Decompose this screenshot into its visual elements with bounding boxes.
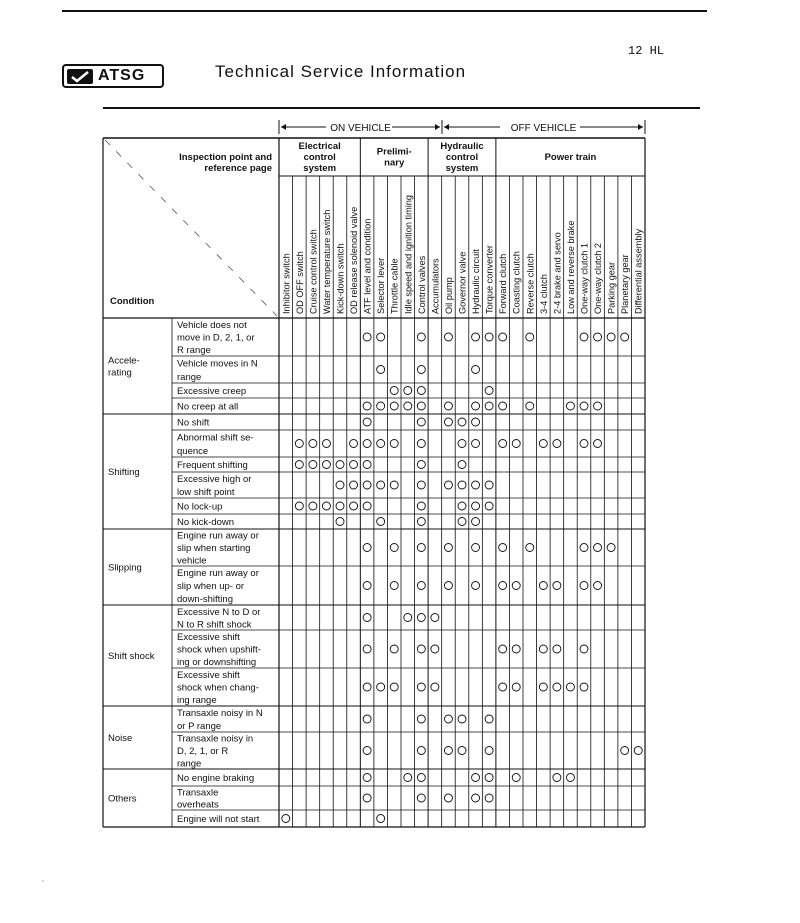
check-circle-mark — [553, 683, 561, 691]
check-circle-mark — [363, 461, 371, 469]
row-label: Transaxle noisy in N — [177, 708, 263, 719]
off-vehicle-arrow-right-head — [638, 124, 643, 130]
row-label: No creep at all — [177, 401, 239, 413]
row-label: Engine will not start — [177, 814, 260, 825]
column-header-label: Differential assembly — [633, 228, 644, 314]
check-circle-mark — [417, 715, 425, 723]
check-circle-mark — [458, 461, 466, 469]
check-circle-mark — [458, 440, 466, 448]
check-circle-mark — [377, 481, 385, 489]
check-circle-mark — [390, 645, 398, 653]
check-circle-mark — [607, 333, 615, 341]
check-circle-mark — [417, 440, 425, 448]
column-header-label: One-way clutch 2 — [593, 243, 604, 314]
column-header-label: ATF level and condition — [362, 218, 373, 314]
check-circle-mark — [458, 481, 466, 489]
check-circle-mark — [472, 544, 480, 552]
row-label: Excessive shift — [177, 669, 240, 681]
column-header-label: OD release solenoid valve — [349, 206, 360, 314]
check-circle-mark — [594, 582, 602, 590]
check-circle-mark — [458, 518, 466, 526]
page-number: 12 HL — [628, 44, 665, 58]
check-circle-mark — [580, 683, 588, 691]
group-header-label: system — [303, 163, 337, 174]
check-circle-mark — [594, 333, 602, 341]
check-circle-mark — [499, 683, 507, 691]
check-circle-mark — [526, 402, 534, 410]
check-circle-mark — [390, 402, 398, 410]
check-circle-mark — [431, 683, 439, 691]
row-label: Excessive N to D or — [177, 606, 261, 618]
check-circle-mark — [417, 747, 425, 755]
check-circle-mark — [472, 366, 480, 374]
check-circle-mark — [322, 502, 330, 510]
column-header-label: Idle speed and ignition timing — [403, 194, 414, 314]
group-header-label: system — [445, 163, 479, 174]
group-header-label: control — [303, 152, 336, 163]
check-circle-mark — [472, 402, 480, 410]
check-circle-mark — [431, 645, 439, 653]
column-header-label: Oil pump — [443, 277, 454, 314]
check-circle-mark — [417, 481, 425, 489]
check-circle-mark — [363, 582, 371, 590]
check-circle-mark — [350, 502, 358, 510]
row-label: down-shifting — [177, 594, 233, 605]
check-circle-mark — [472, 518, 480, 526]
check-circle-mark — [553, 645, 561, 653]
check-circle-mark — [363, 440, 371, 448]
on-vehicle-arrow-right-head — [435, 124, 440, 130]
column-header-label: OD OFF switch — [294, 251, 305, 314]
group-header-label: Electrical — [298, 141, 341, 152]
off-vehicle-label: OFF VEHICLE — [510, 123, 577, 134]
inspection-header-label: Inspection point and — [179, 152, 272, 163]
check-circle-mark — [499, 440, 507, 448]
check-circle-mark — [444, 715, 452, 723]
column-header-label: Cruise control switch — [308, 229, 319, 314]
row-label: No lock-up — [177, 501, 223, 513]
check-circle-mark — [539, 440, 547, 448]
check-circle-mark — [363, 774, 371, 782]
inspection-header-label: reference page — [204, 163, 272, 174]
group-header-label: Hydraulic — [440, 141, 484, 152]
check-circle-mark — [553, 582, 561, 590]
check-circle-mark — [417, 683, 425, 691]
check-circle-mark — [417, 582, 425, 590]
check-circle-mark — [322, 440, 330, 448]
check-circle-mark — [377, 402, 385, 410]
check-circle-mark — [350, 481, 358, 489]
row-label: Frequent shifting — [177, 460, 248, 471]
column-header-label: Throttle cable — [389, 258, 400, 314]
scan-mark: * — [42, 880, 44, 886]
group-header-label: Prelimi- — [376, 146, 412, 158]
check-circle-mark — [350, 440, 358, 448]
row-label: R range — [177, 345, 211, 357]
check-circle-mark — [458, 418, 466, 426]
check-circle-mark — [417, 333, 425, 341]
row-label: move in D, 2, 1, or — [177, 332, 255, 344]
check-circle-mark — [363, 683, 371, 691]
check-circle-mark — [621, 333, 629, 341]
check-circle-mark — [336, 461, 344, 469]
column-header-label: 3-4 clutch — [538, 274, 549, 314]
check-circle-mark — [485, 333, 493, 341]
check-circle-mark — [390, 387, 398, 395]
check-circle-mark — [377, 366, 385, 374]
column-header-label: Planetary gear — [620, 254, 631, 314]
row-label: Engine run away or — [177, 568, 259, 579]
row-label: N to R shift shock — [177, 619, 252, 631]
column-header-label: Accumulators — [430, 258, 441, 314]
check-circle-mark — [580, 544, 588, 552]
check-circle-mark — [417, 387, 425, 395]
check-circle-mark — [499, 333, 507, 341]
column-header-label: Water temperature switch — [321, 209, 332, 314]
column-header-label: Kick-down switch — [335, 243, 346, 314]
check-circle-mark — [499, 402, 507, 410]
check-circle-mark — [390, 683, 398, 691]
check-circle-mark — [607, 544, 615, 552]
category-label: Accele- — [108, 355, 140, 367]
check-circle-mark — [539, 683, 547, 691]
column-header-label: Parking gear — [606, 261, 617, 314]
check-circle-mark — [417, 518, 425, 526]
check-circle-mark — [363, 402, 371, 410]
check-circle-mark — [336, 502, 344, 510]
check-circle-mark — [485, 747, 493, 755]
group-header-label: nary — [384, 157, 405, 169]
check-circle-mark — [485, 794, 493, 802]
check-circle-mark — [417, 645, 425, 653]
check-circle-mark — [539, 645, 547, 653]
check-circle-mark — [458, 502, 466, 510]
row-label: overheats — [177, 799, 219, 811]
group-header-label: control — [445, 152, 479, 163]
check-circle-mark — [472, 774, 480, 782]
row-label: Vehicle moves in N — [177, 358, 258, 370]
check-circle-mark — [417, 502, 425, 510]
check-circle-mark — [444, 747, 452, 755]
check-circle-mark — [499, 544, 507, 552]
check-circle-mark — [390, 440, 398, 448]
check-circle-mark — [472, 582, 480, 590]
check-circle-mark — [485, 402, 493, 410]
check-circle-mark — [363, 645, 371, 653]
check-circle-mark — [539, 582, 547, 590]
column-header-label: Torque converter — [484, 245, 495, 314]
row-label: shock when upshift- — [177, 644, 261, 656]
check-circle-mark — [404, 774, 412, 782]
check-circle-mark — [363, 715, 371, 723]
check-circle-mark — [472, 333, 480, 341]
check-circle-mark — [350, 461, 358, 469]
check-circle-mark — [472, 502, 480, 510]
column-header-label: Forward clutch — [498, 253, 509, 314]
check-circle-mark — [309, 461, 317, 469]
check-circle-mark — [512, 774, 520, 782]
check-circle-mark — [458, 747, 466, 755]
check-circle-mark — [390, 544, 398, 552]
row-label: range — [177, 758, 202, 770]
row-label: range — [177, 371, 202, 383]
check-circle-mark — [377, 333, 385, 341]
check-circle-mark — [526, 544, 534, 552]
row-label: or P range — [177, 721, 222, 732]
check-circle-mark — [404, 402, 412, 410]
check-circle-mark — [377, 440, 385, 448]
check-circle-mark — [566, 402, 574, 410]
check-circle-mark — [485, 502, 493, 510]
check-circle-mark — [485, 481, 493, 489]
category-label: rating — [108, 367, 132, 379]
row-label: Abnormal shift se- — [177, 432, 254, 444]
row-label: Excessive shift — [177, 631, 240, 643]
row-label: Transaxle noisy in — [177, 733, 254, 745]
row-label: ing range — [177, 695, 217, 707]
column-header-label: Selector lever — [376, 257, 387, 314]
check-circle-mark — [363, 614, 371, 622]
check-circle-mark — [458, 715, 466, 723]
check-circle-mark — [322, 461, 330, 469]
row-label: Excessive high or — [177, 474, 252, 485]
check-circle-mark — [580, 440, 588, 448]
column-header-label: 2-4 brake and servo — [552, 232, 563, 314]
check-circle-mark — [417, 794, 425, 802]
row-label: Transaxle — [177, 787, 219, 799]
row-label: ing or downshifting — [177, 657, 257, 669]
check-circle-mark — [594, 402, 602, 410]
check-circle-mark — [377, 518, 385, 526]
check-circle-mark — [512, 683, 520, 691]
check-circle-mark — [472, 418, 480, 426]
category-label: Noise — [108, 733, 133, 744]
column-header-label: Coasting clutch — [511, 251, 522, 314]
check-circle-mark — [472, 481, 480, 489]
check-circle-mark — [417, 402, 425, 410]
check-circle-mark — [444, 544, 452, 552]
check-circle-mark — [580, 645, 588, 653]
check-circle-mark — [512, 645, 520, 653]
check-circle-mark — [444, 481, 452, 489]
check-circle-mark — [417, 774, 425, 782]
check-circle-mark — [594, 440, 602, 448]
on-vehicle-arrow-left-head — [281, 124, 286, 130]
row-label: vehicle — [177, 555, 207, 567]
category-label: Shifting — [108, 467, 140, 478]
category-label: Others — [108, 793, 137, 805]
check-circle-mark — [336, 518, 344, 526]
check-circle-mark — [363, 747, 371, 755]
check-circle-mark — [363, 502, 371, 510]
check-circle-mark — [417, 544, 425, 552]
check-circle-mark — [580, 582, 588, 590]
check-circle-mark — [566, 683, 574, 691]
check-circle-mark — [594, 544, 602, 552]
on-vehicle-label: ON VEHICLE — [330, 123, 391, 134]
row-label: No kick-down — [177, 517, 235, 528]
check-circle-mark — [295, 440, 303, 448]
row-label: No engine braking — [177, 773, 255, 784]
check-circle-mark — [580, 402, 588, 410]
column-header-label: Low and reverse brake — [565, 220, 576, 314]
check-circle-mark — [621, 747, 629, 755]
check-circle-mark — [444, 418, 452, 426]
page-title: Technical Service Information — [215, 62, 467, 81]
check-circle-mark — [499, 582, 507, 590]
check-circle-mark — [377, 683, 385, 691]
check-circle-mark — [526, 333, 534, 341]
logo-text: ATSG — [98, 67, 146, 84]
check-circle-mark — [512, 440, 520, 448]
check-circle-mark — [553, 440, 561, 448]
check-circle-mark — [566, 774, 574, 782]
check-circle-mark — [377, 815, 385, 823]
check-circle-mark — [485, 715, 493, 723]
check-circle-mark — [363, 418, 371, 426]
check-circle-mark — [580, 333, 588, 341]
column-header-label: Hydraulic circuit — [471, 249, 482, 314]
condition-header-label: Condition — [110, 296, 155, 307]
check-circle-mark — [553, 774, 561, 782]
check-circle-mark — [417, 461, 425, 469]
check-circle-mark — [295, 461, 303, 469]
row-label: Excessive creep — [177, 386, 247, 397]
check-circle-mark — [472, 440, 480, 448]
check-circle-mark — [512, 582, 520, 590]
check-circle-mark — [336, 481, 344, 489]
off-vehicle-arrow-left-head — [444, 124, 449, 130]
row-label: slip when up- or — [177, 581, 245, 592]
check-circle-mark — [499, 645, 507, 653]
check-circle-mark — [417, 366, 425, 374]
check-circle-mark — [390, 481, 398, 489]
check-circle-mark — [390, 582, 398, 590]
row-label: slip when starting — [177, 543, 251, 554]
check-circle-mark — [417, 418, 425, 426]
column-header-label: Governor valve — [457, 251, 468, 314]
check-circle-mark — [634, 747, 642, 755]
check-circle-mark — [444, 582, 452, 590]
row-label: quence — [177, 445, 209, 457]
check-circle-mark — [282, 815, 290, 823]
check-circle-mark — [485, 774, 493, 782]
check-circle-mark — [417, 614, 425, 622]
check-circle-mark — [363, 333, 371, 341]
column-header-label: Control valves — [416, 255, 427, 314]
check-circle-mark — [363, 481, 371, 489]
check-circle-mark — [404, 387, 412, 395]
check-circle-mark — [363, 544, 371, 552]
check-circle-mark — [444, 794, 452, 802]
row-label: shock when chang- — [177, 682, 259, 694]
row-label: Vehicle does not — [177, 319, 247, 331]
check-circle-mark — [363, 794, 371, 802]
check-circle-mark — [485, 387, 493, 395]
category-label: Shift shock — [108, 651, 155, 662]
row-label: D, 2, 1, or R — [177, 746, 229, 757]
check-circle-mark — [444, 333, 452, 341]
group-header-label: Power train — [544, 152, 597, 163]
row-label: low shift point — [177, 487, 235, 498]
column-header-label: One-way clutch 1 — [579, 243, 590, 314]
check-circle-mark — [472, 794, 480, 802]
row-label: Engine run away or — [177, 530, 259, 542]
check-circle-mark — [295, 502, 303, 510]
column-header-label: Reverse clutch — [525, 253, 536, 314]
row-label: No shift — [177, 417, 210, 429]
check-circle-mark — [309, 502, 317, 510]
check-circle-mark — [309, 440, 317, 448]
check-circle-mark — [444, 402, 452, 410]
column-header-label: Inhibitor switch — [281, 253, 292, 314]
category-label: Slipping — [108, 562, 142, 574]
check-circle-mark — [431, 614, 439, 622]
check-circle-mark — [404, 614, 412, 622]
